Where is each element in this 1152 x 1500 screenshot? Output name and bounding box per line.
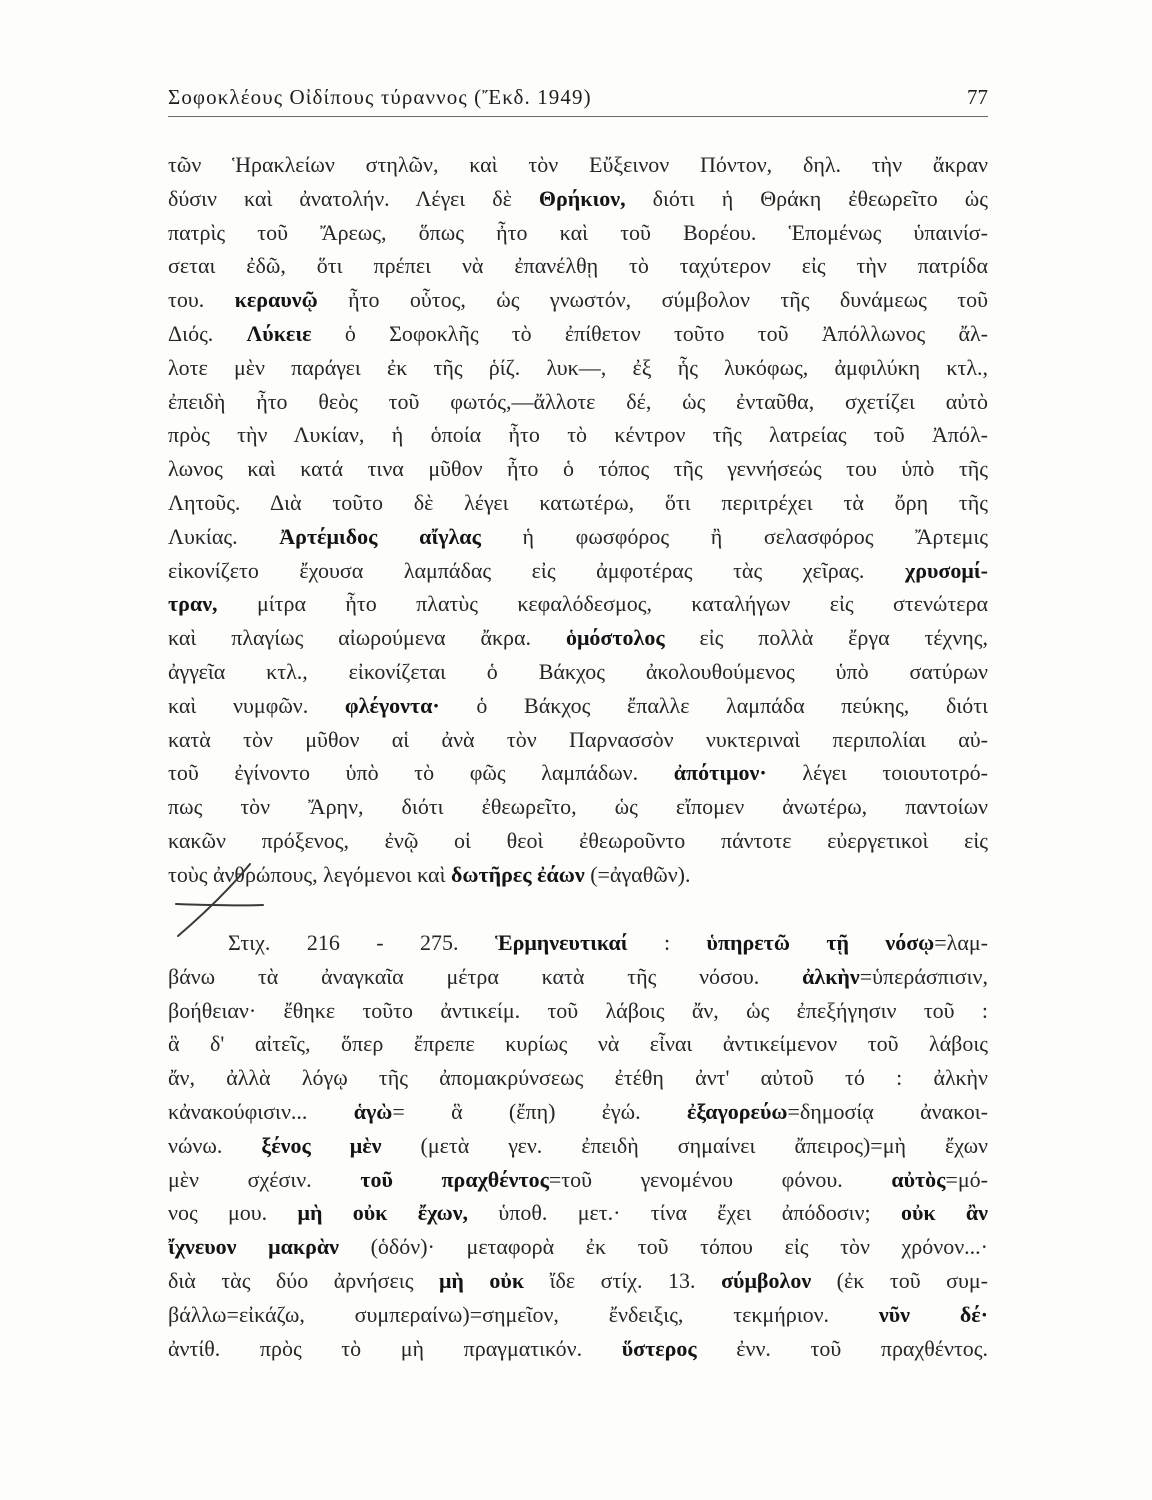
text-run: βάλλω=εἰκάζω, συμπεραίνω)=σημεῖον, ἔνδειξις, τεκμήριον. <box>168 1301 879 1327</box>
text-line <box>168 1298 988 1332</box>
line-content <box>168 1302 988 1327</box>
bold-term: οὐκ ἂν <box>900 1200 988 1226</box>
text-run: ἐνν. τοῦ πραχθέντος. <box>696 1335 988 1361</box>
bold-term: ἁγὼ <box>353 1098 393 1124</box>
text-line <box>168 756 988 790</box>
pen-stroke-horizontal <box>176 904 263 905</box>
text-line <box>168 385 988 419</box>
bold-term: Λύκειε <box>246 320 312 346</box>
text-line <box>168 1332 988 1366</box>
line-content <box>168 693 988 718</box>
text-run: μίτρα ἦτο πλατὺς κεφαλόδεσμος, καταλήγων εἰς στενώτερα <box>217 591 988 617</box>
text-run: διὰ τὰς δύο ἀρνήσεις <box>168 1267 439 1293</box>
text-run: =λαμ- <box>934 930 988 955</box>
text-run: πρὸς τὴν Λυκίαν, ἡ ὁποία ἦτο τὸ κέντρον τῆς λατρείας τοῦ Ἀπόλ- <box>168 422 988 448</box>
text-line <box>168 148 988 182</box>
text-run: λωνος καὶ κατά τινα μῦθον ἦτο ὁ τόπος τῆς γεννήσεώς του ὑπὸ τῆς <box>168 456 988 482</box>
text-line <box>168 994 988 1028</box>
bold-term: ὕστερος <box>621 1335 697 1361</box>
text-run: σεται ἐδῶ, ὅτι πρέπει νὰ ἐπανέλθῃ τὸ ταχύτερον εἰς τὴν πατρίδα <box>168 253 988 279</box>
text-run: λοτε μὲν παράγει ἐκ τῆς ῥίζ. λυκ—, ἐξ ἧς λυκόφως, ἀμφιλύκη κτλ., <box>168 354 988 380</box>
text-run: Στιχ. 216 - 275. <box>228 930 495 955</box>
verse-notes-paragraph <box>168 926 988 1365</box>
text-line <box>168 1163 988 1197</box>
line-content <box>168 1200 988 1225</box>
text-line <box>168 317 988 351</box>
line-content <box>168 152 988 177</box>
line-content <box>168 862 691 887</box>
text-run: πατρὶς τοῦ Ἄρεως, ὅπως ἦτο καὶ τοῦ Βορέου. Ἑπομένως ὑπαινίσ- <box>168 219 988 245</box>
line-content <box>168 591 988 616</box>
line-content <box>168 524 988 549</box>
line-content <box>168 355 988 380</box>
line-content <box>168 1099 988 1124</box>
text-line <box>168 182 988 216</box>
text-run: Λητοῦς. Διὰ τοῦτο δὲ λέγει κατωτέρω, ὅτι περιτρέχει τὰ ὄρη τῆς <box>168 489 988 515</box>
line-content <box>168 422 988 447</box>
text-run: πως τὸν Ἄρην, διότι ἐθεωρεῖτο, ὡς εἴπομεν ἀνωτέρω, παντοίων <box>168 794 988 820</box>
text-line <box>168 486 988 520</box>
text-run: (ὁδόν)· μεταφορὰ ἐκ τοῦ τόπου εἰς τὸν χρόνον...· <box>338 1234 988 1260</box>
bold-term: ὁμόστολος <box>565 625 665 651</box>
line-content <box>168 727 988 752</box>
text-run: τοῦ ἐγίνοντο ὑπὸ τὸ φῶς λαμπάδων. <box>168 760 674 786</box>
line-content <box>168 1167 988 1192</box>
text-line <box>168 621 988 655</box>
text-line <box>168 960 988 994</box>
bold-term: ἀλκὴν <box>802 963 860 989</box>
text-run: ἄν, ἀλλὰ λόγῳ τῆς ἀπομακρύνσεως ἐτέθη ἀντ' αὐτοῦ τό : ἀλκὴν <box>168 1065 988 1091</box>
text-run: λέγει τοιουτοτρό- <box>766 760 989 786</box>
bold-term: τοῦ πραχθέντος <box>360 1166 549 1192</box>
bold-term: μὴ οὐκ <box>438 1267 525 1293</box>
text-run: τοὺς ἀνθρώπους, λεγόμενοι καὶ <box>168 861 451 887</box>
text-line <box>168 1196 988 1230</box>
text-run: : <box>627 930 707 955</box>
line-content <box>168 659 988 684</box>
text-line <box>168 824 988 858</box>
text-run: κἀνακούφισιν... <box>168 1098 354 1124</box>
text-run: ἡ φωσφόρος ἢ σελασφόρος Ἄρτεμις <box>480 523 988 549</box>
text-run: διότι ἡ Θράκη ἐθεωρεῖτο ὡς <box>625 185 988 211</box>
line-content <box>168 220 988 245</box>
line-content <box>168 389 988 414</box>
line-content <box>168 794 988 819</box>
line-content <box>168 456 988 481</box>
commentary-paragraph <box>168 148 988 892</box>
text-run: (ἐκ τοῦ συμ- <box>811 1267 988 1293</box>
text-line <box>168 587 988 621</box>
text-run: κακῶν πρόξενος, ἐνῷ οἱ θεοὶ ἐθεωροῦντο πάντοτε εὐεργετικοὶ εἰς <box>168 827 988 853</box>
line-content <box>168 1133 988 1158</box>
text-run: Διός. <box>168 320 247 346</box>
text-line <box>168 655 988 689</box>
line-content <box>168 998 988 1023</box>
text-line <box>168 790 988 824</box>
line-content <box>168 828 988 853</box>
line-content <box>168 964 988 989</box>
bold-term: μὴ οὐκ ἔχων, <box>297 1200 469 1226</box>
bold-term: ἐξαγορεύω <box>686 1098 788 1124</box>
line-content <box>168 253 988 278</box>
line-content <box>228 930 988 955</box>
bold-term: χρυσομί- <box>905 557 988 583</box>
line-content <box>168 1031 988 1056</box>
text-run: ἦτο οὗτος, ὡς γνωστόν, σύμβολον τῆς δυνάμεως τοῦ <box>317 287 988 313</box>
header-rule <box>168 116 988 117</box>
text-run: κατὰ τὸν μῦθον αἱ ἀνὰ τὸν Παρνασσὸν νυκτεριναὶ περιπολίαι αὐ- <box>168 726 988 752</box>
text-line <box>168 249 988 283</box>
bold-term: νῦν δέ· <box>878 1301 989 1327</box>
text-run: νώνω. <box>168 1132 262 1158</box>
text-run: ἐπειδὴ ἦτο θεὸς τοῦ φωτός,—ἄλλοτε δέ, ὡς ἐνταῦθα, σχετίζει αὐτὸ <box>168 388 988 414</box>
text-run: ἀγγεῖα κτλ., εἰκονίζεται ὁ Βάκχος ἀκολουθούμενος ὑπὸ σατύρων <box>168 658 988 684</box>
text-line <box>168 1027 988 1061</box>
text-line <box>168 1230 988 1264</box>
line-content <box>168 1336 988 1361</box>
text-run: δύσιν καὶ ἀνατολήν. Λέγει δὲ <box>168 185 539 211</box>
text-line <box>168 926 988 960</box>
bold-term: φλέγοντα· <box>344 692 440 718</box>
text-line <box>168 554 988 588</box>
bold-term: Θρήκιον, <box>538 185 626 211</box>
text-run: του. <box>168 287 235 313</box>
page-number: 77 <box>967 85 988 109</box>
text-line <box>168 452 988 486</box>
bold-term: ὑπηρετῶ τῇ νόσῳ <box>706 930 935 955</box>
text-run: =ὑπεράσπισιν, <box>859 963 988 989</box>
text-line <box>168 283 988 317</box>
bold-term: ξένος μὲν <box>261 1132 382 1158</box>
bold-term: τραν, <box>168 591 218 617</box>
text-run: =μό- <box>945 1166 988 1192</box>
line-content <box>168 490 988 515</box>
line-content <box>168 186 988 211</box>
running-header-title: Σοφοκλέους Οἰδίπους τύραννος (Ἔκδ. 1949) <box>168 85 592 109</box>
text-run: = ἃ (ἔπη) ἐγώ. <box>392 1098 687 1124</box>
text-line <box>168 1095 988 1129</box>
bold-term: σύμβολον <box>721 1267 812 1293</box>
text-run: καὶ πλαγίως αἰωρούμενα ἄκρα. <box>168 625 566 651</box>
text-line <box>168 418 988 452</box>
text-run: βοήθειαν· ἔθηκε τοῦτο ἀντικείμ. τοῦ λάβοις ἄν, ὡς ἐπεξήγησιν τοῦ : <box>168 997 988 1023</box>
bold-term: Ἑρμηνευτικαί <box>494 930 628 955</box>
text-run: εἰκονίζετο ἔχουσα λαμπάδας εἰς ἀμφοτέρας τὰς χεῖρας. <box>168 557 906 583</box>
text-run: ὁ Σοφοκλῆς τὸ ἐπίθετον τοῦτο τοῦ Ἀπόλλωνος ἄλ- <box>311 320 988 346</box>
text-run: ἴδε στίχ. 13. <box>524 1267 722 1293</box>
bold-term: κεραυνῷ <box>234 287 318 313</box>
text-run: ἀντίθ. πρὸς τὸ μὴ πραγματικόν. <box>168 1335 622 1361</box>
text-run: =τοῦ γενομένου φόνου. <box>548 1166 892 1192</box>
bold-term: Ἀρτέμιδος αἴγλας <box>279 523 481 549</box>
text-run: Λυκίας. <box>168 523 280 549</box>
line-content <box>168 321 988 346</box>
text-run: ὑποθ. μετ.· τίνα ἔχει ἀπόδοσιν; <box>468 1200 901 1226</box>
line-content <box>168 1065 988 1090</box>
text-line <box>168 723 988 757</box>
text-run: =δημοσίᾳ ἀνακοι- <box>787 1098 988 1124</box>
line-content <box>168 287 988 312</box>
text-line <box>168 1061 988 1095</box>
text-run: μὲν σχέσιν. <box>168 1166 361 1192</box>
text-run: νος μου. <box>168 1200 298 1226</box>
bold-term: δωτῆρες ἐάων <box>451 861 585 887</box>
text-line <box>168 1264 988 1298</box>
bold-term: ἀπότιμον· <box>673 760 767 786</box>
line-content <box>168 760 988 785</box>
text-run: (=ἀγαθῶν). <box>584 861 691 887</box>
line-content <box>168 625 988 650</box>
bold-term: ἴχνευον μακρὰν <box>168 1234 339 1260</box>
text-run: τῶν Ἡρακλείων στηλῶν, καὶ τὸν Εὔξεινον Πόντον, δηλ. τὴν ἄκραν <box>168 152 988 177</box>
text-run: ὁ Βάκχος ἔπαλλε λαμπάδα πεύκης, διότι <box>439 692 988 718</box>
text-run: (μετὰ γεν. ἐπειδὴ σημαίνει ἄπειρος)=μὴ ἔχων <box>381 1132 988 1158</box>
line-content <box>168 1268 988 1293</box>
line-content <box>168 1234 988 1259</box>
text-run: ἃ δ' αἰτεῖς, ὅπερ ἔπρεπε κυρίως νὰ εἶναι ἀντικείμενον τοῦ λάβοις <box>168 1031 988 1057</box>
text-line <box>168 689 988 723</box>
text-run: καὶ νυμφῶν. <box>168 692 345 718</box>
text-run: εἰς πολλὰ ἔργα τέχνης, <box>664 625 988 651</box>
text-line <box>168 216 988 250</box>
bold-term: αὐτὸς <box>891 1166 946 1192</box>
text-line <box>168 520 988 554</box>
text-line <box>168 1129 988 1163</box>
text-line <box>168 351 988 385</box>
text-line <box>168 858 988 892</box>
text-run: βάνω τὰ ἀναγκαῖα μέτρα κατὰ τῆς νόσου. <box>168 963 803 989</box>
line-content <box>168 558 988 583</box>
